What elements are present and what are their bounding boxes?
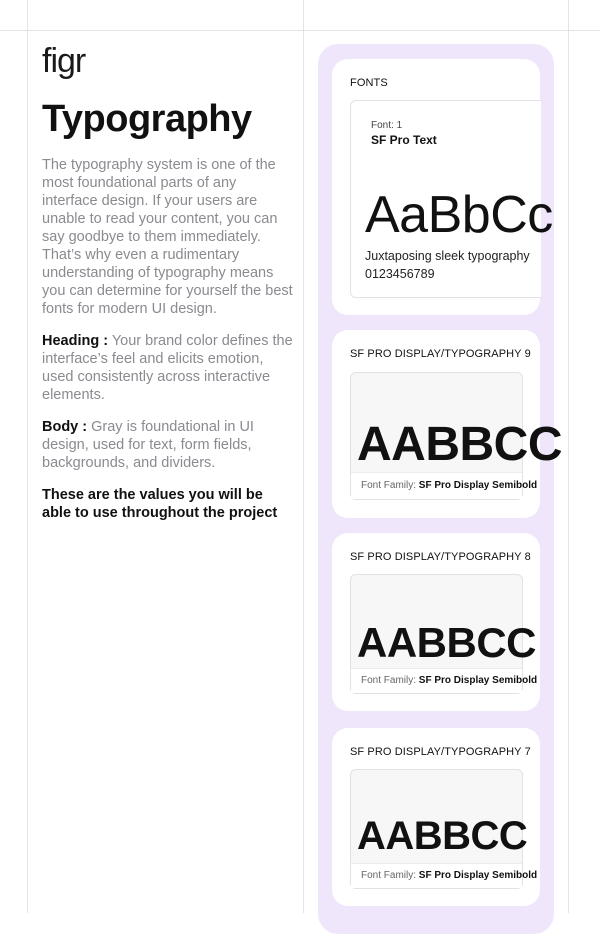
figr-logo: figr	[42, 42, 86, 80]
font-index: Font: 1	[371, 120, 403, 131]
font-name: SF Pro Text	[371, 133, 437, 147]
typography-9-sample: AABBCC	[357, 418, 562, 471]
fonts-card[interactable]	[332, 59, 553, 315]
typography-8-preview	[350, 574, 538, 694]
typography-8-label: SF PRO DISPLAY/TYPOGRAPHY 8	[350, 551, 531, 563]
heading-description	[42, 332, 294, 404]
font-sample-digits: 0123456789	[365, 267, 435, 281]
typography-7-card[interactable]	[332, 728, 540, 906]
typography-9-card[interactable]	[332, 330, 562, 518]
typography-7-sample: AABBCC	[357, 814, 528, 858]
intro-description: The typography system is one of the most foundational parts of any interface design. If your users are unable to read your content, you can say goodbye to them immediately. That’s why even a rudimentary understanding of typography means you can determine for yourself the best fonts for modern UI design.	[42, 157, 293, 317]
typography-9-preview	[350, 372, 562, 500]
font-family-label: Font Family:	[361, 675, 419, 686]
typography-8-sample: AABBCC	[357, 619, 536, 666]
body-label: Body :	[42, 419, 88, 435]
typography-7-preview	[350, 769, 538, 889]
frame-divider-right	[568, 0, 569, 913]
font-preview	[350, 100, 553, 298]
body-description	[42, 418, 294, 472]
body-text: Gray is foundational in UI design, used for text, form fields, backgrounds, and dividers.	[42, 419, 254, 471]
typography-8-card[interactable]	[332, 533, 540, 711]
usage-note: These are the values you will be able to use throughout the project	[42, 487, 278, 521]
typography-9-font-family	[361, 480, 537, 491]
typography-9-label: SF PRO DISPLAY/TYPOGRAPHY 9	[350, 348, 531, 360]
font-sample-sentence: Juxtaposing sleek typography	[365, 249, 530, 263]
typography-7-label: SF PRO DISPLAY/TYPOGRAPHY 7	[350, 746, 531, 758]
page-title: Typography	[42, 98, 252, 140]
frame-divider-left	[27, 0, 28, 913]
font-family-value: SF Pro Display Semibold	[418, 870, 538, 881]
heading-label: Heading :	[42, 333, 109, 349]
frame-divider-middle	[303, 0, 304, 913]
font-family-label: Font Family:	[361, 480, 419, 491]
font-sample-big: AaBbCc	[365, 186, 553, 244]
font-family-label: Font Family:	[361, 870, 419, 881]
font-family-value: SF Pro Display Semibold	[418, 675, 538, 686]
typography-7-footer	[351, 863, 538, 888]
typography-7-font-family	[361, 870, 537, 881]
heading-text: Your brand color defines the interface’s feel and elicits emotion, used consistently across interactive elements.	[42, 333, 293, 403]
typography-9-footer	[351, 472, 538, 499]
frame-divider-top	[0, 30, 600, 31]
typography-panel	[318, 44, 562, 934]
typography-8-footer	[351, 668, 538, 693]
fonts-card-label: FONTS	[350, 77, 388, 89]
font-family-value: SF Pro Display Semibold	[418, 480, 538, 491]
typography-8-font-family	[361, 675, 537, 686]
typography-intro	[42, 44, 294, 536]
